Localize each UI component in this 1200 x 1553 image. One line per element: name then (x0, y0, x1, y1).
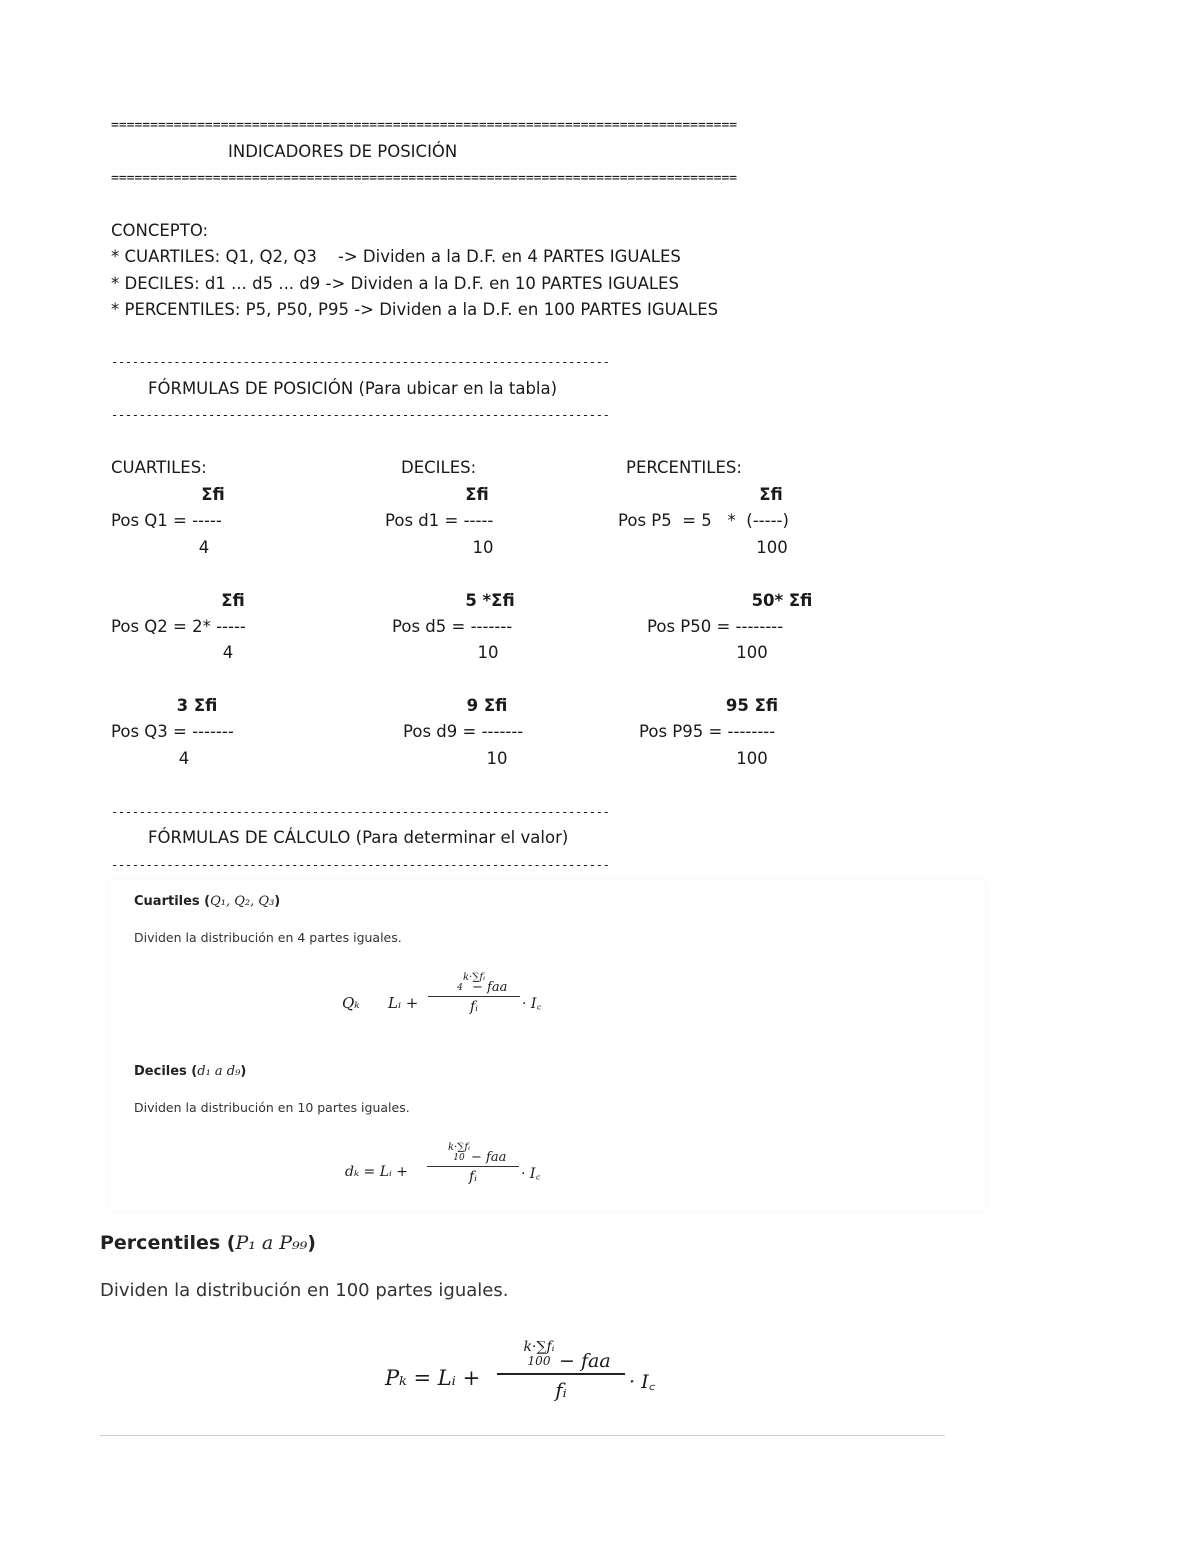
quartiles-formula (342, 972, 562, 1032)
section-rule: ------------------------------------------------------------------------ (111, 355, 610, 369)
col-header-percentiles: PERCENTILES: (626, 458, 742, 477)
quartiles-lhs: Qₖ (342, 994, 360, 1012)
p95-denominator: 100 (736, 749, 768, 768)
quartiles-tail: · I꜀ (522, 996, 542, 1012)
q1-numerator: Σfi (201, 485, 225, 504)
deciles-tail: · I꜀ (521, 1166, 541, 1182)
top-rule: ================================================================================ (111, 118, 738, 133)
section-rule: ------------------------------------------------------------------------ (111, 858, 610, 872)
q2-expression: Pos Q2 = 2* ----- (111, 617, 246, 636)
deciles-description: Dividen la distribución en 10 partes iguales. (134, 1100, 410, 1115)
d1-numerator: Σfi (465, 485, 489, 504)
percentiles-description: Dividen la distribución en 100 partes iguales. (100, 1280, 509, 1301)
percentiles-title: Percentiles (P₁ a P₉₉) (100, 1232, 316, 1254)
col-header-deciles: DECILES: (401, 458, 477, 477)
quartiles-title: Cuartiles (Q₁, Q₂, Q₃) (134, 894, 281, 909)
bottom-rule: ================================================================================ (111, 171, 738, 186)
quartiles-rhs: Lᵢ + (388, 994, 419, 1012)
p50-numerator: 50* Σfi (751, 591, 813, 610)
d5-expression: Pos d5 = ------- (392, 617, 513, 636)
p5-numerator: Σfi (759, 485, 783, 504)
page-title: INDICADORES DE POSICIÓN (228, 142, 458, 161)
percentiles-lhs: Pₖ = Lᵢ + (385, 1366, 481, 1390)
d1-expression: Pos d1 = ----- (385, 511, 494, 530)
p50-denominator: 100 (736, 643, 768, 662)
p5-expression: Pos P5 = 5 * (-----) (618, 511, 789, 530)
col-header-cuartiles: CUARTILES: (111, 458, 207, 477)
percentiles-fraction: k·∑fᵢ 100 − faa fᵢ (497, 1340, 625, 1402)
section-rule: ------------------------------------------------------------------------ (111, 408, 610, 422)
d5-denominator: 10 (477, 643, 499, 662)
p95-expression: Pos P95 = -------- (639, 722, 776, 741)
q1-expression: Pos Q1 = ----- (111, 511, 222, 530)
concept-line-percentiles: * PERCENTILES: P5, P50, P95 -> Dividen a la D.F. en 100 PARTES IGUALES (111, 300, 719, 319)
concept-heading: CONCEPTO: (111, 221, 209, 240)
deciles-title: Deciles (d₁ a d₉) (134, 1064, 247, 1079)
d9-numerator: 9 Σfi (466, 696, 508, 715)
q3-denominator: 4 (178, 749, 190, 768)
calc-formulas-title: FÓRMULAS DE CÁLCULO (Para determinar el valor) (148, 828, 569, 847)
d5-numerator: 5 *Σfi (465, 591, 515, 610)
d9-denominator: 10 (486, 749, 508, 768)
deciles-lhs: dₖ = Lᵢ + (345, 1164, 408, 1180)
q2-denominator: 4 (222, 643, 234, 662)
q3-expression: Pos Q3 = ------- (111, 722, 234, 741)
q3-numerator: 3 Σfi (176, 696, 218, 715)
percentiles-tail: · I꜀ (629, 1371, 656, 1393)
p50-expression: Pos P50 = -------- (647, 617, 784, 636)
q1-denominator: 4 (198, 538, 210, 557)
quartiles-description: Dividen la distribución en 4 partes iguales. (134, 930, 402, 945)
section-rule: ------------------------------------------------------------------------ (111, 805, 610, 819)
p5-denominator: 100 (756, 538, 788, 557)
p95-numerator: 95 Σfi (725, 696, 779, 715)
d1-denominator: 10 (472, 538, 494, 557)
footer-divider (100, 1435, 945, 1436)
quartiles-fraction: k·∑fᵢ 4 − faa fᵢ (428, 972, 520, 1015)
q2-numerator: Σfi (221, 591, 245, 610)
position-formulas-title: FÓRMULAS DE POSICIÓN (Para ubicar en la tabla) (148, 379, 558, 398)
concept-line-cuartiles: * CUARTILES: Q1, Q2, Q3 -> Dividen a la D.F. en 4 PARTES IGUALES (111, 247, 681, 266)
deciles-formula (345, 1142, 565, 1202)
concept-line-deciles: * DECILES: d1 ... d5 ... d9 -> Dividen a la D.F. en 10 PARTES IGUALES (111, 274, 679, 293)
d9-expression: Pos d9 = ------- (403, 722, 524, 741)
percentiles-formula (385, 1340, 675, 1420)
deciles-fraction: k·∑fᵢ 10 − faa fᵢ (427, 1142, 519, 1185)
